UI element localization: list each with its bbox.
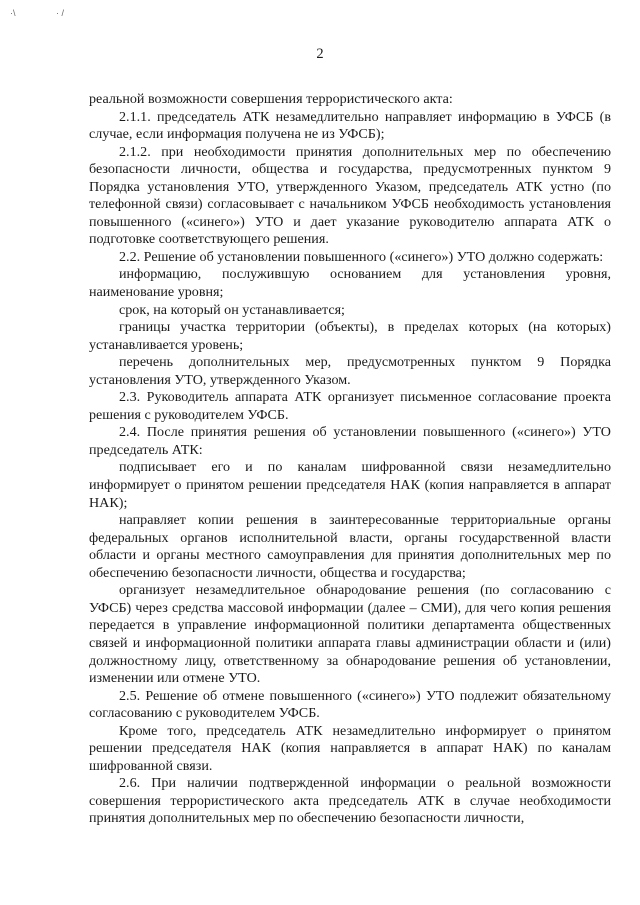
- paragraph: направляет копии решения в заинтересованные территориальные органы федеральных органов исполнительной власти, органы государственной власти области и органы местного самоуправления для принятия дополнительных мер по обеспечению безопасности личности, общества и государства;: [89, 512, 611, 581]
- paragraph: 2.1.1. председатель АТК незамедлительно направляет информацию в УФСБ (в случае, если информация получена не из УФСБ);: [89, 108, 611, 143]
- paragraph: 2.3. Руководитель аппарата АТК организует письменное согласование проекта решения с руководителем УФСБ.: [89, 389, 611, 423]
- paragraph: организует незамедлительное обнародование решения (по согласованию с УФСБ) через средства массовой информации (далее – СМИ), для чего копия решения передается в управление информационной политики департамента общественных связей и информационной политики аппарата главы администрации области и (или) должностному лицу, ответственному за обнародование решения об установлении, изменении или отмене УТО.: [89, 582, 611, 687]
- paragraph: 2.2. Решение об установлении повышенного («синего») УТО должно содержать:: [119, 248, 604, 265]
- scan-artifact-mark: · /: [56, 8, 64, 18]
- paragraph: 2.4. После принятия решения об установлении повышенного («синего») УТО председатель АТК:: [89, 424, 611, 458]
- paragraph: реальной возможности совершения террористического акта:: [89, 91, 453, 107]
- page-number: 2: [316, 46, 324, 62]
- paragraph: 2.5. Решение об отмене повышенного («синего») УТО подлежит обязательному согласованию с руководителем УФСБ.: [89, 687, 611, 722]
- paragraph: Кроме того, председатель АТК незамедлительно информирует о принятом решении председателя НАК (копия направляется в аппарат НАК) по каналам шифрованной связи.: [89, 722, 611, 774]
- paragraph: 2.6. При наличии подтвержденной информации о реальной возможности совершения террористического акта председатель АТК в случае необходимости принятия дополнительных мер по обеспечению безопасности личности,: [89, 775, 611, 827]
- scan-artifact-mark: ·\: [10, 8, 16, 18]
- paragraph: информацию, послужившую основанием для установления уровня, наименование уровня;: [89, 266, 611, 301]
- paragraph: подписывает его и по каналам шифрованной связи незамедлительно информирует о принятом решении председателя НАК (копия направляется в аппарат НАК);: [89, 459, 611, 511]
- paragraph: 2.1.2. при необходимости принятия дополнительных мер по обеспечению безопасности личности, общества и государства, предусмотренных пунктом 9 Порядка установления УТО, утвержденного Указом, председатель АТК устно (по телефонной связи) согласовывает с начальником УФСБ необходимость установления повышенного («синего») УТО и дает указание руководителю аппарата АТК о подготовке соответствующего решения.: [89, 143, 611, 248]
- document-body: [89, 91, 611, 828]
- paragraph: перечень дополнительных мер, предусмотренных пунктом 9 Порядка установления УТО, утвержденного Указом.: [89, 354, 611, 388]
- paragraph: срок, на который он устанавливается;: [119, 301, 345, 318]
- paragraph: границы участка территории (объекты), в пределах которых (на которых) устанавливается уровень;: [89, 319, 611, 353]
